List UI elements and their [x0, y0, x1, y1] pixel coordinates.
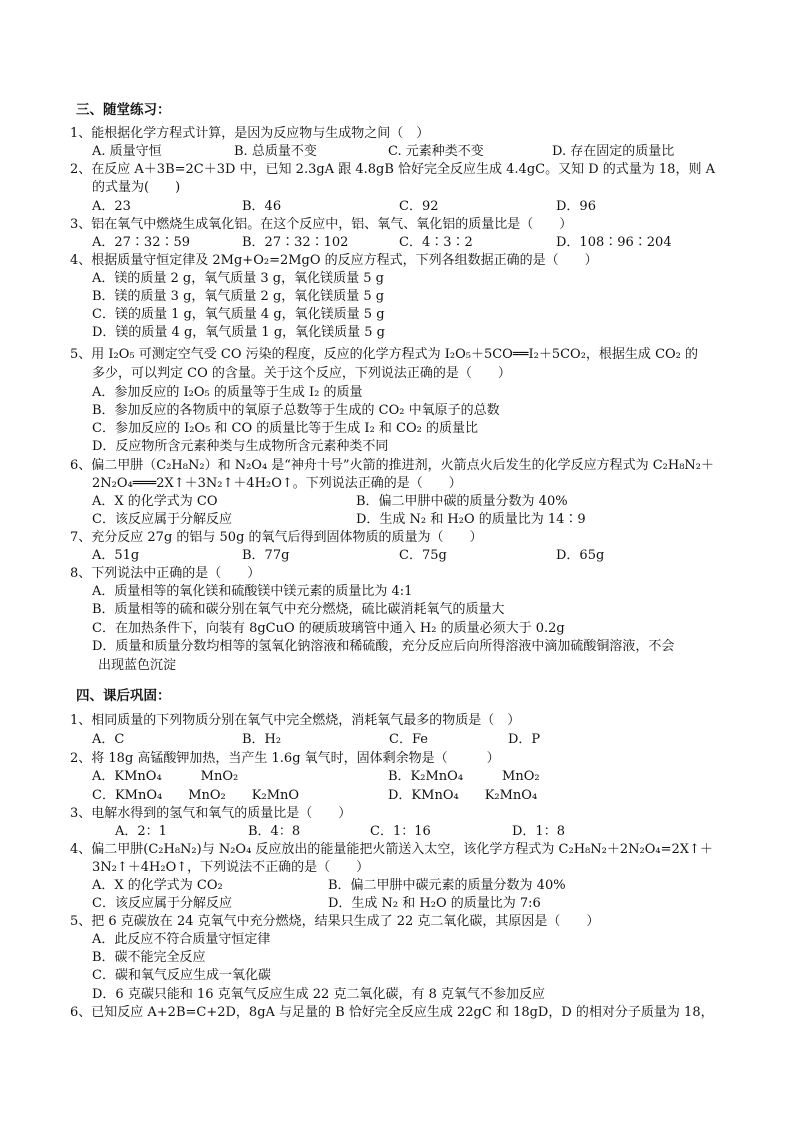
- question-text: 2、在反应 A＋3B=2C＋3D 中，已知 2.3gA 跟 4.8gB 恰好完全反应生成 4.4gC。又知 D 的式量为 18，则 A: [70, 162, 715, 177]
- question-text: 4、偏二甲肼(C₂H₈N₂)与 N₂O₄ 反应放出的能量能把火箭送入太空，该化学方程式为 C₂H₈N₂＋2N₂O₄=2X↑＋: [70, 842, 713, 857]
- option-a: A．此反应不符合质量守恒定律: [92, 932, 271, 947]
- option-c: C．在加热条件下，向装有 8gCuO 的硬质玻璃管中通入 H₂ 的质量必须大于 0.2g: [92, 621, 565, 636]
- option-a: A．2：1: [115, 824, 167, 839]
- option-a: A．参加反应的 I₂O₅ 的质量等于生成 I₂ 的质量: [92, 385, 363, 400]
- option-d: D．反应物所含元素种类与生成物所含元素种类不同: [92, 439, 389, 454]
- question-text: 1、相同质量的下列物质分别在氧气中完全燃烧，消耗氧气最多的物质是（ ）: [70, 713, 521, 728]
- option-b: B．27∶32∶102: [242, 235, 349, 250]
- option-c: C．该反应属于分解反应: [92, 512, 232, 527]
- question-text-continued: 的式量为( ): [92, 180, 181, 195]
- option-c: C. 元素种类不变: [388, 144, 484, 159]
- question-text: 3、铝在氧气中燃烧生成氧化铝。在这个反应中，铝、氧气、氧化铝的质量比是（ ）: [70, 217, 573, 232]
- option-d: D．质量和质量分数均相等的氢氧化钠溶液和稀硫酸，充分反应后向所得溶液中滴加硫酸铜溶液，不会: [92, 639, 675, 654]
- option-a: A．23: [92, 199, 131, 214]
- option-d: D．108∶96∶204: [556, 235, 672, 250]
- option-c: C．镁的质量 1 g，氧气质量 4 g，氧化镁质量 5 g: [92, 307, 385, 322]
- option-a: A．X 的化学式为 CO₂: [92, 878, 223, 893]
- question-text: 5、用 I₂O₅ 可测定空气受 CO 污染的程度，反应的化学方程式为 I₂O₅＋5CO══I₂＋5CO₂，根据生成 CO₂ 的: [70, 347, 699, 362]
- option-c: C．参加反应的 I₂O₅ 和 CO 的质量比等于生成 I₂ 和 CO₂ 的质量比: [92, 421, 478, 436]
- question-text: 6、已知反应 A+2B=C+2D，8gA 与足量的 B 恰好完全反应生成 22gC 和 18gD，D 的相对分子质量为 18，: [70, 1005, 714, 1020]
- option-d: D．P: [508, 732, 541, 747]
- option-d: D．96: [556, 199, 596, 214]
- option-b: B．偏二甲肼中碳元素的质量分数为 40%: [328, 878, 566, 893]
- section-title-review: 四、课后巩固：: [76, 688, 171, 704]
- option-b: B．K₂MnO₄ MnO₂: [388, 769, 540, 784]
- option-a: A．51g: [92, 548, 140, 563]
- option-b: B．H₂: [242, 732, 282, 747]
- question-text-continued: 2N₂O₄═══2X↑＋3N₂↑＋4H₂O↑。下列说法正确的是（ ）: [92, 476, 462, 491]
- option-c: C．75g: [399, 548, 447, 563]
- option-a: A．X 的化学式为 CO: [92, 494, 218, 509]
- option-a: A．KMnO₄ MnO₂: [92, 769, 239, 784]
- option-c: C．该反应属于分解反应: [92, 896, 232, 911]
- option-b: B．碳不能完全反应: [92, 950, 206, 965]
- option-c: C．Fe: [389, 732, 428, 747]
- option-d: D．KMnO₄ K₂MnO₄: [388, 788, 538, 803]
- option-b: B．77g: [242, 548, 290, 563]
- option-d: D．65g: [556, 548, 605, 563]
- option-a: A．质量相等的氧化镁和硫酸镁中镁元素的质量比为 4:1: [92, 584, 413, 599]
- option-c: C．4∶3∶2: [399, 235, 473, 250]
- option-d: D．1：8: [512, 824, 565, 839]
- option-b: B．偏二甲肼中碳的质量分数为 40%: [356, 494, 568, 509]
- option-d: D．生成 N₂ 和 H₂O 的质量比为 7:6: [328, 896, 541, 911]
- option-b: B．镁的质量 3 g，氧气质量 2 g，氧化镁质量 5 g: [92, 289, 385, 304]
- question-text: 6、偏二甲肼（C₂H₈N₂）和 N₂O₄ 是“神舟十号”火箭的推进剂，火箭点火后发生的化学反应方程式为 C₂H₈N₂＋: [70, 458, 715, 473]
- option-b: B．质量相等的硫和碳分别在氧气中充分燃烧，硫比碳消耗氧气的质量大: [92, 602, 505, 617]
- question-text: 5、把 6 克碳放在 24 克氧气中充分燃烧，结果只生成了 22 克二氧化碳，其原因是（ ）: [70, 914, 600, 929]
- option-d-continued: 出现蓝色沉淀: [98, 658, 177, 673]
- option-b: B．参加反应的各物质中的氧原子总数等于生成的 CO₂ 中氧原子的总数: [92, 403, 500, 418]
- option-c: C．碳和氧气反应生成一氧化碳: [92, 968, 271, 983]
- option-b: B. 总质量不变: [234, 144, 317, 159]
- option-c: C．92: [399, 199, 439, 214]
- option-d: D．镁的质量 4 g，氧气质量 1 g，氧化镁质量 5 g: [92, 325, 385, 340]
- question-text: 2、将 18g 高锰酸钾加热，当产生 1.6g 氧气时，固体剩余物是（ ）: [70, 751, 500, 766]
- question-text: 3、电解水得到的氢气和氧气的质量比是（ ）: [70, 806, 352, 821]
- option-a: A．镁的质量 2 g，氧气质量 3 g，氧化镁质量 5 g: [92, 271, 384, 286]
- question-text-continued: 3N₂↑＋4H₂O↑，下列说法不正确的是（ ）: [92, 860, 370, 875]
- section-title-practice: 三、随堂练习：: [76, 102, 171, 118]
- option-a: A．C: [92, 732, 125, 747]
- question-text: 7、充分反应 27g 的铝与 50g 的氧气后得到固体物质的质量为（ ）: [70, 530, 483, 545]
- option-a: A．27∶32∶59: [92, 235, 191, 250]
- question-text-continued: 多少，可以判定 CO 的含量。关于这个反应，下列说法正确的是（ ）: [92, 366, 511, 381]
- question-text: 8、下列说法中正确的是（ ）: [70, 566, 261, 581]
- option-c: C．KMnO₄ MnO₂ K₂MnO: [92, 788, 300, 803]
- option-d: D．6 克碳只能和 16 克氧气反应生成 22 克二氧化碳，有 8 克氧气不参加反应: [92, 987, 545, 1002]
- question-text: 4、根据质量守恒定律及 2Mg+O₂=2MgO 的反应方程式，下列各组数据正确的是（ ）: [70, 253, 598, 268]
- question-text: 1、能根据化学方程式计算，是因为反应物与生成物之间（ ）: [70, 126, 430, 141]
- option-d: D. 存在固定的质量比: [552, 144, 675, 159]
- option-b: B．46: [242, 199, 282, 214]
- option-b: B．4：8: [248, 824, 301, 839]
- option-c: C．1：16: [370, 824, 431, 839]
- option-d: D．生成 N₂ 和 H₂O 的质量比为 14∶9: [356, 512, 586, 527]
- option-a: A. 质量守恒: [92, 144, 162, 159]
